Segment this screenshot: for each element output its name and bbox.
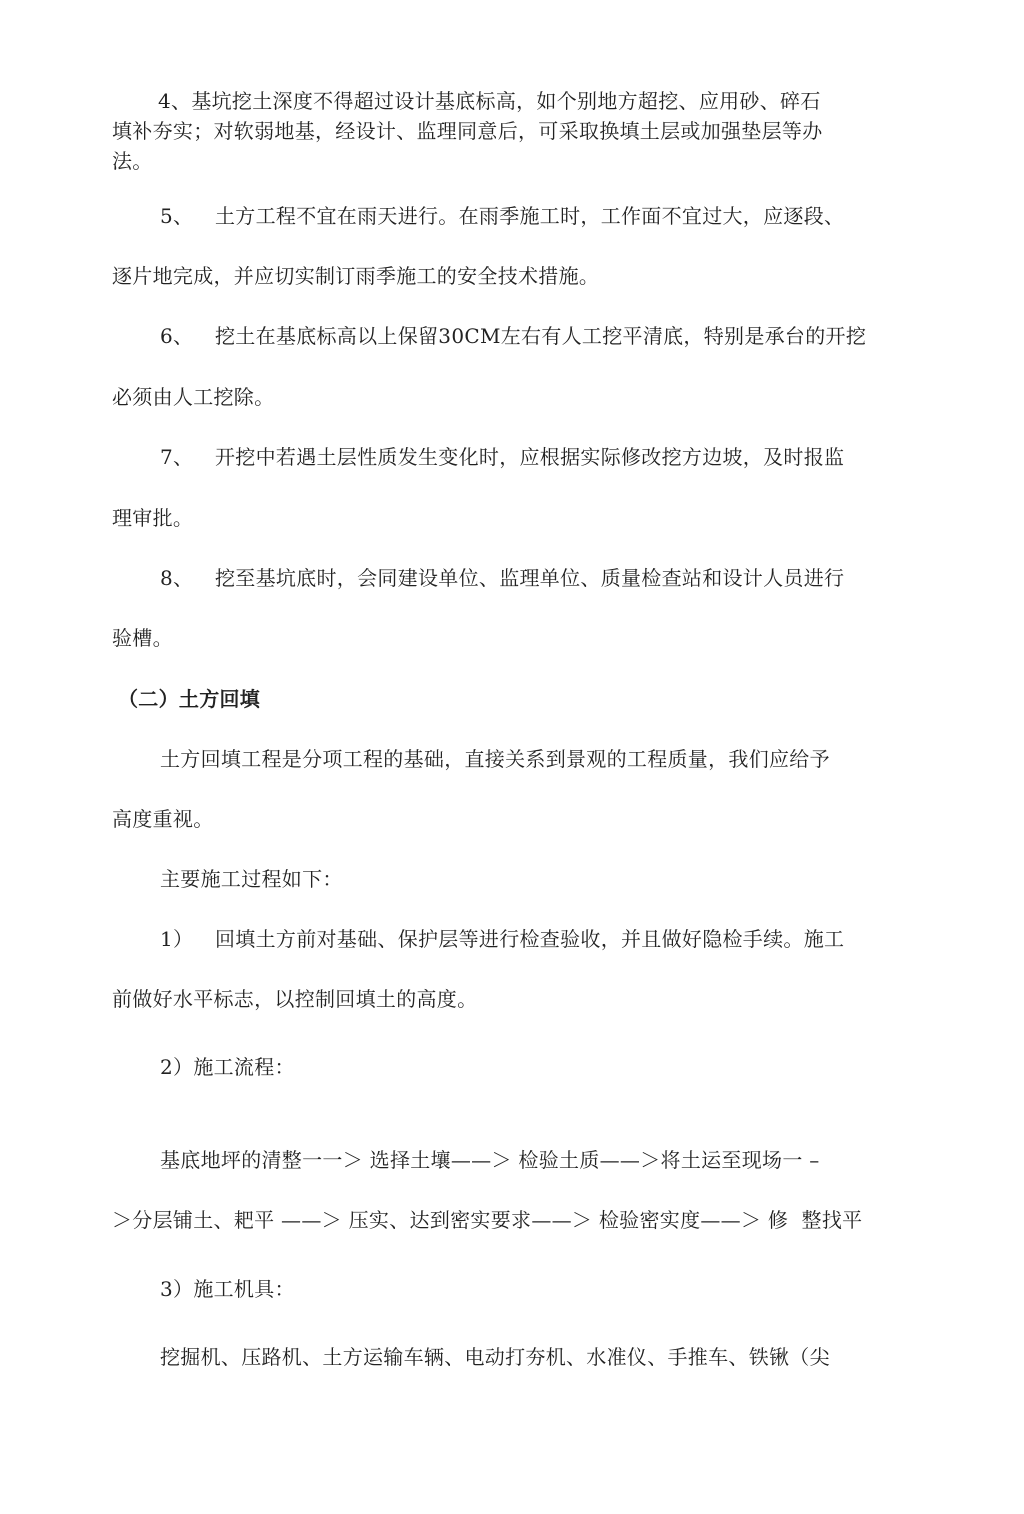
section-heading: （二）土方回填 xyxy=(118,687,261,711)
p8-number: 8、 xyxy=(160,566,194,590)
flow-line1: 基底地坪的清整一一＞ 选择土壤——＞ 检验土质——＞将土运至现场一 – xyxy=(160,1148,820,1172)
intro-line2: 高度重视。 xyxy=(112,807,214,831)
step1-line1: 回填土方前对基础、保护层等进行检查验收，并且做好隐检手续。施工 xyxy=(215,927,845,951)
p4-line2: 填补夯实；对软弱地基，经设计、监理同意后，可采取换填土层或加强垫层等办 xyxy=(112,119,823,143)
intro-line1: 土方回填工程是分项工程的基础，直接关系到景观的工程质量，我们应给予 xyxy=(160,747,830,771)
p5-line1: 土方工程不宜在雨天进行。在雨季施工时，工作面不宜过大，应逐段、 xyxy=(215,204,845,228)
p8-line2: 验槽。 xyxy=(112,626,173,650)
p5-number: 5、 xyxy=(160,204,194,228)
step3-title: 3）施工机具： xyxy=(160,1277,295,1301)
p4-line3: 法。 xyxy=(112,149,153,173)
step2-title: 2）施工流程： xyxy=(160,1055,295,1079)
p7-line1: 开挖中若遇土层性质发生变化时，应根据实际修改挖方边坡，及时报监 xyxy=(215,445,845,469)
p4-line1: 4、基坑挖土深度不得超过设计基底标高，如个别地方超挖、应用砂、碎石 xyxy=(158,89,821,113)
p6-line2: 必须由人工挖除。 xyxy=(112,385,275,409)
p7-number: 7、 xyxy=(160,445,194,469)
step1-number: 1） xyxy=(160,927,194,951)
step1-line2: 前做好水平标志，以控制回填土的高度。 xyxy=(112,987,478,1011)
tools-line: 挖掘机、压路机、土方运输车辆、电动打夯机、水准仪、手推车、铁锹（尖 xyxy=(160,1345,830,1369)
p8-line1: 挖至基坑底时，会同建设单位、监理单位、质量检查站和设计人员进行 xyxy=(215,566,845,590)
p7-line2: 理审批。 xyxy=(112,506,194,530)
p6-line1: 挖土在基底标高以上保留30CM左右有人工挖平清底，特别是承台的开挖 xyxy=(215,324,867,348)
flow-line2: ＞分层铺土、耙平 ——＞ 压实、达到密实要求——＞ 检验密实度——＞ 修 整找平 xyxy=(112,1208,863,1232)
p6-number: 6、 xyxy=(160,324,194,348)
main-process-label: 主要施工过程如下： xyxy=(160,867,343,891)
p5-line2: 逐片地完成，并应切实制订雨季施工的安全技术措施。 xyxy=(112,264,600,288)
